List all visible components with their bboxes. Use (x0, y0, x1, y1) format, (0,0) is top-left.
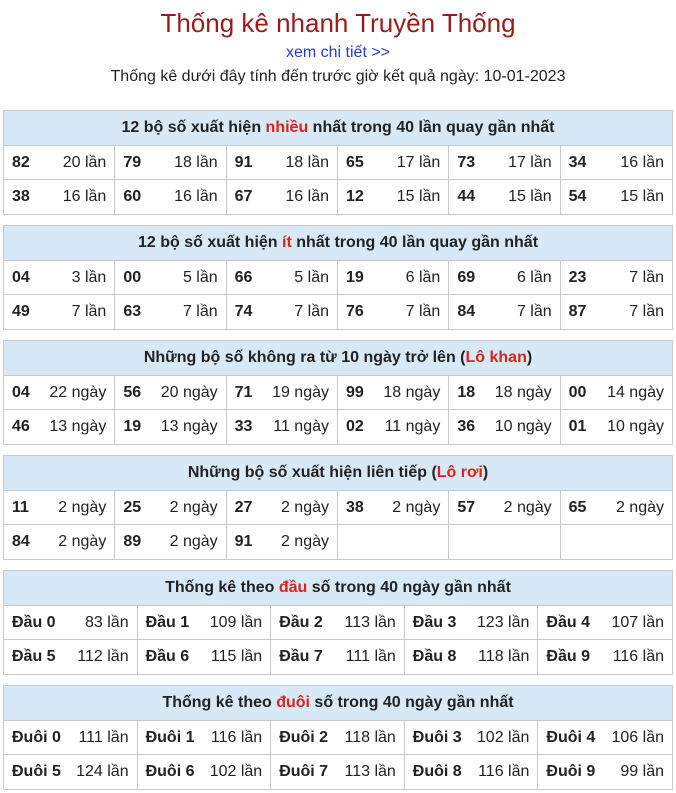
stat-count: 17 lần (508, 154, 552, 171)
stat-count: 2 ngày (58, 499, 107, 516)
stat-count: 124 lần (76, 763, 129, 780)
stat-cell (4, 180, 115, 214)
stat-count: 116 lần (612, 648, 664, 665)
stat-count: 6 lần (516, 269, 552, 286)
stat-cell (4, 261, 115, 295)
section-least-frequent (3, 225, 673, 330)
stat-number: 84 (457, 303, 476, 320)
heading-text: ) (482, 464, 489, 481)
stat-count: 113 lần (344, 763, 396, 780)
stat-cell (227, 410, 338, 444)
stat-cell (271, 640, 405, 674)
stat-cell (338, 410, 449, 444)
stat-number: 56 (123, 384, 142, 401)
stat-number: 19 (123, 418, 142, 435)
stat-count: 7 lần (405, 303, 441, 320)
stats-grid (4, 146, 672, 214)
stat-count: 18 lần (285, 154, 329, 171)
stat-number: 89 (123, 533, 142, 550)
stat-cell (227, 261, 338, 295)
stat-count: 115 lần (210, 648, 263, 665)
stat-number: 69 (457, 269, 476, 286)
section-lo-roi (3, 455, 673, 560)
stat-cell (449, 180, 560, 214)
stat-number: 91 (234, 533, 253, 550)
stat-count: 22 ngày (49, 384, 107, 401)
stat-number: 01 (568, 418, 587, 435)
stat-cell (115, 261, 226, 295)
stat-count: 102 lần (209, 763, 263, 780)
stat-cell (561, 376, 672, 410)
stat-count: 5 lần (294, 269, 329, 286)
stat-count: 113 lần (344, 614, 396, 631)
stats-grid (4, 376, 672, 444)
stat-cell (4, 146, 115, 180)
stat-cell (449, 491, 560, 525)
heading-highlight: đuôi (276, 694, 310, 711)
stat-count: 112 lần (77, 648, 129, 665)
stat-cell (115, 146, 226, 180)
stat-number: 38 (12, 188, 30, 205)
stat-number: 63 (123, 303, 142, 320)
stat-count: 6 lần (405, 269, 441, 286)
stat-number: 87 (568, 303, 587, 320)
stat-count: 15 lần (620, 188, 664, 205)
section-heading (4, 341, 672, 376)
heading-text: Những bộ số xuất hiện liên tiếp ( (187, 464, 437, 481)
stat-cell (138, 606, 272, 640)
stat-cell (405, 640, 539, 674)
stat-number: 11 (12, 499, 29, 516)
stat-cell (4, 410, 115, 444)
stat-cell (4, 606, 138, 640)
stat-cell (561, 146, 672, 180)
stat-cell (449, 376, 560, 410)
stat-cell (561, 410, 672, 444)
stat-number: 27 (234, 499, 253, 516)
section-heading (4, 111, 672, 146)
stat-count: 2 ngày (280, 533, 329, 550)
stat-count: 13 ngày (49, 418, 107, 435)
stat-count: 102 lần (476, 729, 530, 746)
heading-text: ) (526, 349, 533, 366)
heading-highlight: ít (282, 234, 292, 251)
stat-count: 11 ngày (273, 418, 329, 435)
stat-number: 49 (12, 303, 30, 320)
heading-text: nhất trong 40 lần quay gần nhất (291, 234, 539, 251)
page-title: Thống kê nhanh Truyền Thống (160, 8, 516, 38)
stat-number: Đuôi 5 (12, 763, 61, 780)
stat-count: 7 lần (294, 303, 329, 320)
stat-number: Đầu 0 (12, 614, 56, 631)
stat-number: Đầu 9 (546, 648, 590, 665)
stat-cell (449, 295, 560, 329)
heading-text: Thống kê theo (162, 694, 277, 711)
stat-cell (338, 295, 449, 329)
stat-number: 25 (123, 499, 142, 516)
stat-number: 12 (346, 188, 364, 205)
section-heading (4, 226, 672, 261)
stat-cell (338, 491, 449, 525)
stat-cell (271, 606, 405, 640)
stat-count: 7 lần (629, 303, 664, 320)
stat-number: Đầu 3 (412, 614, 457, 631)
stat-count: 2 ngày (503, 499, 552, 516)
stat-cell (538, 640, 672, 674)
stat-number: 34 (568, 154, 587, 171)
heading-highlight: Lô rơi (436, 464, 483, 481)
heading-text: Những bộ số không ra từ 10 ngày trở lên ( (143, 349, 466, 366)
stat-number: 76 (346, 303, 364, 320)
stat-count: 17 lần (396, 154, 441, 171)
stat-number: 44 (457, 188, 476, 205)
stat-cell (561, 261, 672, 295)
stat-number: 74 (234, 303, 253, 320)
stat-count: 83 lần (85, 614, 129, 631)
stat-number: Đuôi 7 (279, 763, 329, 780)
stat-cell (227, 491, 338, 525)
stat-number: Đuôi 8 (412, 763, 462, 780)
stat-number: 23 (568, 269, 587, 286)
stat-cell (561, 180, 672, 214)
stat-cell (138, 721, 272, 755)
view-details-link[interactable]: xem chi tiết >> (285, 44, 391, 61)
stat-cell (138, 640, 272, 674)
stat-count: 16 lần (174, 188, 218, 205)
stat-cell (115, 410, 226, 444)
section-lo-khan (3, 340, 673, 445)
section-heading (4, 571, 672, 606)
stat-count: 2 ngày (169, 533, 218, 550)
stat-number: 02 (346, 418, 364, 435)
stat-cell (115, 180, 226, 214)
stat-cell (227, 146, 338, 180)
stat-cell (338, 376, 449, 410)
stat-cell (115, 295, 226, 329)
section-heading (4, 456, 672, 491)
stat-number: 79 (123, 154, 142, 171)
stat-count: 2 ngày (169, 499, 218, 516)
stat-number: 73 (457, 154, 476, 171)
stat-count: 7 lần (182, 303, 218, 320)
stat-count: 111 lần (78, 729, 129, 746)
stat-count: 16 lần (62, 188, 107, 205)
stat-cell (4, 491, 115, 525)
stat-count: 111 lần (345, 648, 396, 665)
stat-count: 11 ngày (384, 418, 441, 435)
stat-count: 18 lần (174, 154, 218, 171)
stat-number: Đầu 4 (546, 614, 590, 631)
stat-number: 04 (12, 384, 30, 401)
stat-cell (538, 721, 672, 755)
stat-count: 109 lần (209, 614, 263, 631)
section-duoi-stats (3, 685, 673, 790)
stat-number: Đầu 5 (12, 648, 56, 665)
stat-number: 57 (457, 499, 476, 516)
stat-number: 19 (346, 269, 364, 286)
stat-number: 33 (234, 418, 253, 435)
stat-number: Đuôi 9 (546, 763, 596, 780)
stat-count: 118 lần (344, 729, 396, 746)
stat-number: Đuôi 1 (145, 729, 195, 746)
stat-cell (271, 755, 405, 789)
stat-count: 99 lần (620, 763, 664, 780)
stat-count: 118 lần (478, 648, 530, 665)
heading-text: 12 bộ số xuất hiện (121, 119, 266, 136)
stat-cell (4, 640, 138, 674)
stats-grid (4, 491, 672, 559)
stat-count: 16 lần (285, 188, 329, 205)
stat-count: 15 lần (396, 188, 441, 205)
stat-count: 10 ngày (494, 418, 552, 435)
heading-highlight: nhiều (265, 119, 309, 136)
stat-count: 2 ngày (58, 533, 107, 550)
stat-count: 18 ngày (383, 384, 441, 401)
heading-highlight: Lô khan (465, 349, 527, 366)
stat-cell (338, 261, 449, 295)
stat-number: Đầu 1 (145, 614, 190, 631)
stat-cell (271, 721, 405, 755)
stat-cell (449, 261, 560, 295)
stat-number: 00 (123, 269, 142, 286)
stat-number: Đuôi 6 (145, 763, 195, 780)
stat-number: 99 (346, 384, 364, 401)
heading-text: số trong 40 ngày gần nhất (309, 694, 514, 711)
stat-number: 84 (12, 533, 30, 550)
stat-number: 60 (123, 188, 142, 205)
stat-number: 71 (234, 384, 253, 401)
stat-cell (338, 180, 449, 214)
stat-number: Đuôi 2 (279, 729, 329, 746)
stat-count: 10 ngày (607, 418, 664, 435)
stat-cell (4, 755, 138, 789)
stat-number: Đuôi 0 (12, 729, 61, 746)
stat-count: 107 lần (611, 614, 664, 631)
page-subtitle: Thống kê dưới đây tính đến trước giờ kết quả ngày: 10-01-2023 (110, 68, 566, 85)
heading-text: nhất trong 40 lần quay gần nhất (308, 119, 555, 136)
stat-count: 5 lần (182, 269, 218, 286)
stat-cell (338, 146, 449, 180)
stat-cell (115, 376, 226, 410)
stat-count: 15 lần (508, 188, 552, 205)
stat-number: Đuôi 3 (412, 729, 462, 746)
stat-number: 36 (457, 418, 476, 435)
stat-number: Đuôi 4 (546, 729, 596, 746)
stat-number: 66 (234, 269, 253, 286)
stat-cell (227, 376, 338, 410)
stat-cell (405, 606, 539, 640)
stat-number: Đầu 6 (145, 648, 190, 665)
stat-number: 38 (346, 499, 364, 516)
stat-number: 65 (346, 154, 364, 171)
stat-number: 67 (234, 188, 253, 205)
stat-count: 16 lần (620, 154, 664, 171)
heading-text: Thống kê theo (165, 579, 279, 596)
empty-cell (338, 525, 449, 559)
stat-number: 00 (568, 384, 587, 401)
stat-cell (4, 376, 115, 410)
stat-count: 116 lần (478, 763, 530, 780)
stat-cell (405, 721, 539, 755)
stat-cell (227, 525, 338, 559)
stat-cell (4, 721, 138, 755)
stat-cell (405, 755, 539, 789)
stat-count: 20 ngày (160, 384, 218, 401)
stat-cell (227, 295, 338, 329)
stat-number: Đầu 8 (412, 648, 457, 665)
stat-number: 04 (12, 269, 30, 286)
stat-cell (115, 525, 226, 559)
stat-number: 18 (457, 384, 476, 401)
stat-count: 106 lần (611, 729, 664, 746)
stat-count: 7 lần (629, 269, 664, 286)
stat-count: 19 ngày (272, 384, 329, 401)
stat-count: 14 ngày (607, 384, 664, 401)
stat-cell (449, 146, 560, 180)
stat-cell (449, 410, 560, 444)
section-most-frequent (3, 110, 673, 215)
stat-number: 82 (12, 154, 30, 171)
page-header (0, 6, 676, 88)
stat-count: 18 ngày (494, 384, 552, 401)
stat-number: 54 (568, 188, 587, 205)
stat-count: 7 lần (71, 303, 107, 320)
stat-count: 2 ngày (615, 499, 664, 516)
heading-text: 12 bộ số xuất hiện (137, 234, 282, 251)
stat-cell (4, 525, 115, 559)
stat-cell (115, 491, 226, 525)
stat-number: 91 (234, 154, 253, 171)
stat-number: Đầu 2 (279, 614, 323, 631)
stat-count: 7 lần (516, 303, 552, 320)
empty-cell (449, 525, 560, 559)
stat-count: 2 ngày (392, 499, 441, 516)
stats-grid (4, 721, 672, 789)
stat-count: 3 lần (71, 269, 107, 286)
stat-number: 65 (568, 499, 587, 516)
stat-cell (227, 180, 338, 214)
section-heading (4, 686, 672, 721)
heading-text: số trong 40 ngày gần nhất (307, 579, 511, 596)
stat-cell (561, 491, 672, 525)
stat-count: 2 ngày (280, 499, 329, 516)
stat-cell (538, 755, 672, 789)
section-dau-stats (3, 570, 673, 675)
heading-highlight: đầu (278, 579, 308, 596)
stats-grid (4, 606, 672, 674)
stat-number: Đầu 7 (279, 648, 323, 665)
stat-cell (561, 295, 672, 329)
stat-cell (138, 755, 272, 789)
stat-cell (538, 606, 672, 640)
stats-grid (4, 261, 672, 329)
stat-number: 46 (12, 418, 30, 435)
stat-count: 116 lần (210, 729, 263, 746)
stat-count: 13 ngày (160, 418, 218, 435)
empty-cell (561, 525, 672, 559)
stat-count: 123 lần (476, 614, 530, 631)
stat-cell (4, 295, 115, 329)
stat-count: 20 lần (62, 154, 107, 171)
